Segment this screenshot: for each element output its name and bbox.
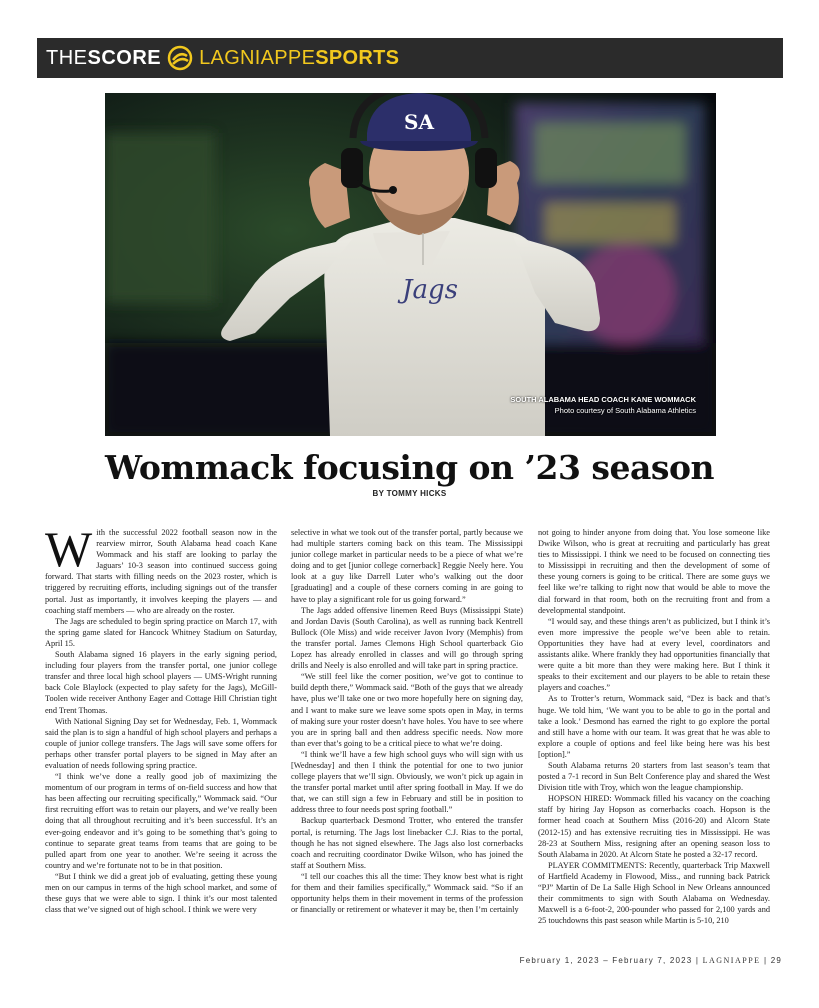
banner-the-score: THESCORE [46,46,162,69]
article-paragraph: As to Trotter’s return, Wommack said, “Dez is back and that’s huge. We told him, ‘We want you to be able to go in the portal and take a look.’ Desmond has earned the right to go explore the portal and still have a home with our team. It was great that he was able to explore a couple of options and feel like being here was his best [option].” [538,694,770,759]
article-byline: BY TOMMY HICKS [372,489,447,498]
section-banner [37,38,783,78]
article-paragraph: The Jags added offensive linemen Reed Buys (Mississippi State) and Jordan Davis (South Carolina), as well as running back Kentrell Bullock (Ole Miss) and wide receiver Javon Ivory (Memphis) from the transfer portal. James Clemons High School quarterback Gio Lopez has already enrolled in classes and will go through spring drills and Neely is also enrolled and will take part in spring practice. [291,605,523,671]
page-footer [520,956,782,965]
page-number: 29 [770,956,782,965]
article-paragraph: “But I think we did a great job of evaluating, getting these young men on our campus in terms of the high school market, and some of these guys that we were able to sign. I think it’s our most talented class that we’ve signed out of high school. I think we were very [45,871,277,915]
article-column-1 [45,521,277,915]
article-paragraph: Backup quarterback Desmond Trotter, who entered the transfer portal, is returning. The Jags lost linebacker C.J. Rias to the portal, though he has not signed elsewhere. The Jags also lost cornerbacks coach and recruiting coordinator Dwike Wilson, who has joined the staff at Southern Miss. [291,816,523,870]
drop-cap: W [45,521,93,577]
article-paragraph: “I think we’ll have a few high school guys who will sign with us [Wednesday] and then I think the potential for one to two junior college players that we’ll sign. Obviously, we won’t pick up again in the transfer portal market until after spring football in May. If we do that, we can still sign a few in February and still be in position to address three to four needs post spring football.” [291,749,523,815]
caption-credit: Photo courtesy of South Alabama Athletics [554,406,696,415]
caption-title: SOUTH ALABAMA HEAD COACH KANE WOMMACK [510,395,696,404]
article-column-3 [538,527,770,926]
footer-separator: | [695,956,700,965]
article-paragraph: “I tell our coaches this all the time: They know best what is right for them and their families specifically,” Wommack said. “So if an opportunity helps them in their movement in terms of the profession or financially or retirement or whatever it may be, then I’m certainly [291,871,523,915]
article-paragraph: selective in what we took out of the transfer portal, partly because we had multiple starters coming back on this team. The Mississippi junior college market in particular needs to be a piece of what we’re doing and to get [junior college cornerback] Reggie Neely here. You look at a guy like Darrell Luter who’s walking out the door [graduating] and a couple of these corners coming in are going to have to play a significant role for us going forward.” [291,528,523,604]
photo-caption [510,394,696,416]
article-paragraph: HOPSON HIRED: Wommack filled his vacancy on the coaching staff by hiring Jay Hopson as cornerbacks coach. Hopson is the former head coach at Southern Miss (2016-20) and Alcorn State (2012-15) and has extensive recruiting ties in Mississippi. He was 28-23 at Southern Miss, resigning after an opening season loss to South Alabama in 2020. At Alcorn State he posted a 32-17 record. [538,794,770,859]
issue-dates: February 1, 2023 – February 7, 2023 [519,956,693,965]
article-paragraph: not going to hinder anyone from doing that. You lose someone like Dwike Wilson, who is great at recruiting and particularly has great ties to Mississippi. I think we need to be focused on connecting ties to Mississippi in recruiting and then the development of some of these young corners is going to be critical. There are some guys we feel like we’re talking to right now that would be able to move the dial forward in that room, both on the recruiting front and from a developmental standpoint. [538,528,770,615]
banner-lagniappe-sports: LAGNIAPPESPORTS [199,46,400,69]
article-paragraph: South Alabama signed 16 players in the early signing period, including four players from the transfer portal, one junior college transfer and three local high school players — UMS-Wright running back Cole Blaylock (expected to play safety for the Jags), McGill-Toolen wide receiver Anthony Eager and Cottage Hill Christian tight end Trent Thomas. [45,650,277,715]
article-paragraph: “I think we’ve done a really good job of maximizing the momentum of our program in terms of on-field success and how that has been affecting our recruiting specifically,” Wommack said. “Our first recruiting effort was to retain our players, and we’ve really been doing that all throughout recruiting and it’s been successful. It’s an ever-going endeavor and it’s going to be something that’s going to continue to separate great teams from teams that are going to be pulled apart from one year to another. We’re seeing it across the country and we’re fortunate not to be in that position. [45,772,277,870]
lagniappe-swirl-logo-icon [167,45,193,71]
article-paragraph: PLAYER COMMITMENTS: Recently, quarterback Trip Maxwell of Hartfield Academy in Flowood, Miss., and running back Patrick “PJ” Martin of De La Salle High School in New Orleans announced their commitments to sign with South Alabama on Wednesday. Maxwell is a 6-foot-2, 200-pounder who passed for 2,100 yards and 25 touchdowns this past season while Martin is 5-10, 210 [538,860,770,926]
publication-name: LAGNIAPPE [702,956,761,965]
article-headline: Wommack focusing on ’23 season [105,448,714,487]
coach-photo-illustration [105,93,716,436]
article-paragraph: South Alabama returns 20 starters from last season’s team that posted a 7-1 record in Sun Belt Conference play and shared the West Division title with Troy, which won the league championship. [538,760,770,793]
article-paragraph: “We still feel like the corner position, we’ve got to continue to build depth there,” Wommack said. “Both of the guys that we already have, plus we’ll take one or two more hopefully here on signing day, and I want to make sure we leave some spots open in May, in terms of making sure your roster doesn’t have holes. You have to see where you are in spring ball and then address specific needs. Now more than ever that’s going to be a critical piece to what we’re doing. [291,672,523,748]
article-paragraph: “I would say, and these things aren’t as publicized, but I think it’s even more impressive the people we’ve been able to retain. Opportunities they have had at every level, coordinators and assistants alike. Where frankly they had opportunities financially that were quite a bit more than they were making here. But I think it speaks to their excitement and our players to be able to retain these players and coaches.” [538,616,770,693]
footer-separator-2: | [763,956,768,965]
article-paragraph: With the successful 2022 football season now in the rearview mirror, South Alabama head coach Kane Wommack and his staff are looking to parlay the Jaguars’ 10-3 season into continued success going forward. That starts with filling needs on the 2023 roster, which is triggered by recruiting efforts, including signings out of the transfer portal. Just as importantly, it involves keeping the players — and coaching staff members — who are already on the roster. [45,521,277,615]
article-paragraph: The Jags are scheduled to begin spring practice on March 17, with the spring game slated for Hancock Whitney Stadium on Saturday, April 15. [45,616,277,648]
article-paragraph: With National Signing Day set for Wednesday, Feb. 1, Wommack said the plan is to sign a handful of high school players and perhaps a couple of junior college transfers. The Jags will save some offers for perhaps other transfer portal players to be signed in May after an evaluation of needs following spring practice. [45,716,277,770]
svg-text:SA: SA [404,110,434,134]
svg-text:Jags: Jags [402,275,458,305]
coach-photo [105,93,716,436]
article-column-2 [291,527,523,915]
